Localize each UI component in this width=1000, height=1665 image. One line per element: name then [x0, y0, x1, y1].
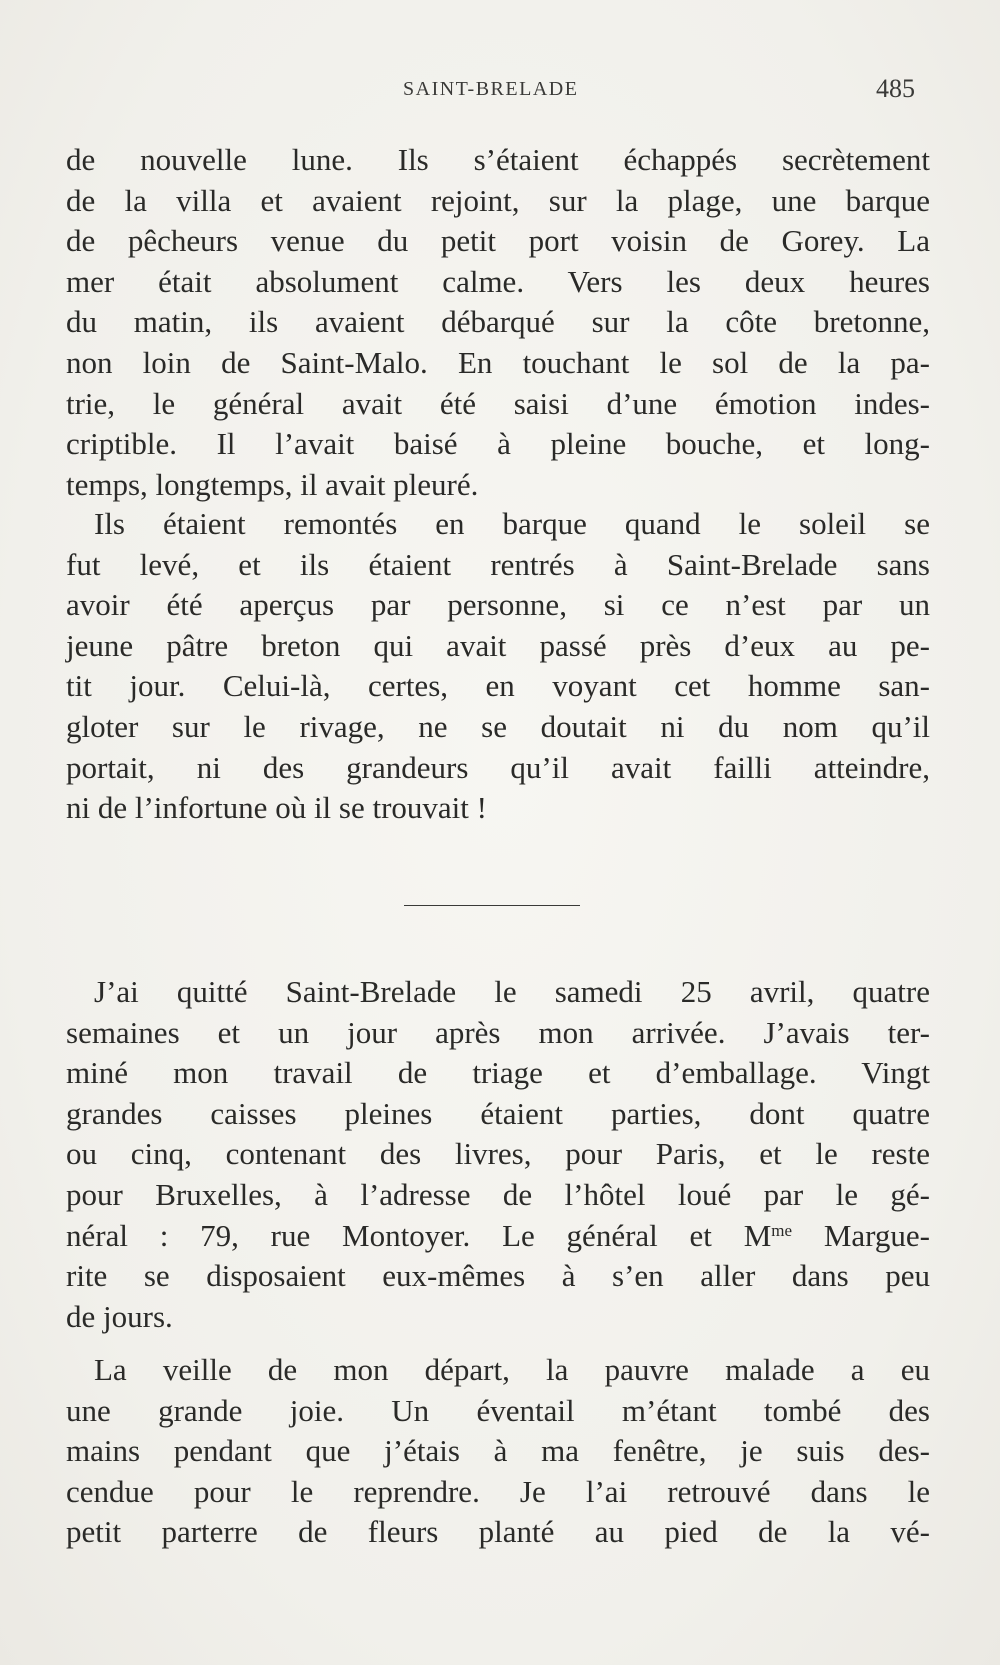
page-number: 485: [876, 74, 915, 103]
text-line: mains pendant que j’étais à ma fenêtre, je suis des-: [66, 1433, 930, 1469]
text-line: Ils étaient remontés en barque quand le soleil se: [94, 506, 930, 541]
text-fragment: Margue-: [792, 1217, 931, 1253]
text-line: rite se disposaient eux-mêmes à s’en aller dans peu: [66, 1258, 930, 1294]
text-line: J’ai quitté Saint-Brelade le samedi 25 avril, quatre: [94, 974, 930, 1009]
text-line-with-superscript: [66, 1216, 930, 1257]
paragraph: [66, 972, 930, 1337]
text-line: portait, ni des grandeurs qu’il avait failli atteindre,: [66, 749, 930, 785]
paragraph: [66, 1350, 930, 1553]
text-line: temps, longtemps, il avait pleuré.: [66, 466, 479, 502]
text-line: trie, le général avait été saisi d’une émotion indes-: [66, 385, 930, 421]
paragraph-continuation: [66, 140, 930, 505]
superscript-abbreviation: me: [771, 1220, 793, 1240]
text-line: jeune pâtre breton qui avait passé près d’eux au pe-: [66, 627, 930, 663]
text-line: de nouvelle lune. Ils s’étaient échappés secrètement: [66, 142, 930, 177]
text-line: une grande joie. Un éventail m’étant tombé des: [66, 1392, 930, 1428]
text-line: criptible. Il l’avait baisé à pleine bouche, et long-: [66, 426, 930, 462]
text-line: cendue pour le reprendre. Je l’ai retrouvé dans le: [66, 1473, 930, 1509]
running-title: SAINT-BRELADE: [403, 78, 579, 100]
running-head: [0, 74, 1000, 108]
text-line: de la villa et avaient rejoint, sur la plage, une barque: [66, 182, 930, 218]
text-line: du matin, ils avaient débarqué sur la côte bretonne,: [66, 304, 930, 340]
text-line: non loin de Saint-Malo. En touchant le sol de la pa-: [66, 344, 930, 380]
text-line: grandes caisses pleines étaient parties, dont quatre: [66, 1095, 930, 1131]
text-line: ni de l’infortune où il se trouvait !: [66, 790, 487, 826]
section-separator: [404, 905, 580, 906]
text-line: pour Bruxelles, à l’adresse de l’hôtel loué par le gé-: [66, 1176, 930, 1212]
text-fragment: néral : 79, rue Montoyer. Le général et M: [66, 1217, 772, 1253]
text-line: petit parterre de fleurs planté au pied de la vé-: [66, 1514, 930, 1550]
text-line: gloter sur le rivage, ne se doutait ni du nom qu’il: [66, 708, 930, 744]
text-line: tit jour. Celui-là, certes, en voyant cet homme san-: [66, 668, 930, 704]
text-line: La veille de mon départ, la pauvre malade a eu: [94, 1352, 930, 1387]
text-line: miné mon travail de triage et d’emballage. Vingt: [66, 1055, 930, 1091]
text-line: semaines et un jour après mon arrivée. J’avais ter-: [66, 1014, 930, 1050]
paragraph: [66, 504, 930, 829]
text-line: ou cinq, contenant des livres, pour Paris, et le reste: [66, 1136, 930, 1172]
text-line: avoir été aperçus par personne, si ce n’est par un: [66, 587, 930, 623]
text-line: de pêcheurs venue du petit port voisin de Gorey. La: [66, 223, 930, 259]
text-line: fut levé, et ils étaient rentrés à Saint-Brelade sans: [66, 546, 930, 582]
text-line: de jours.: [66, 1298, 173, 1334]
text-line: mer était absolument calme. Vers les deux heures: [66, 263, 930, 299]
